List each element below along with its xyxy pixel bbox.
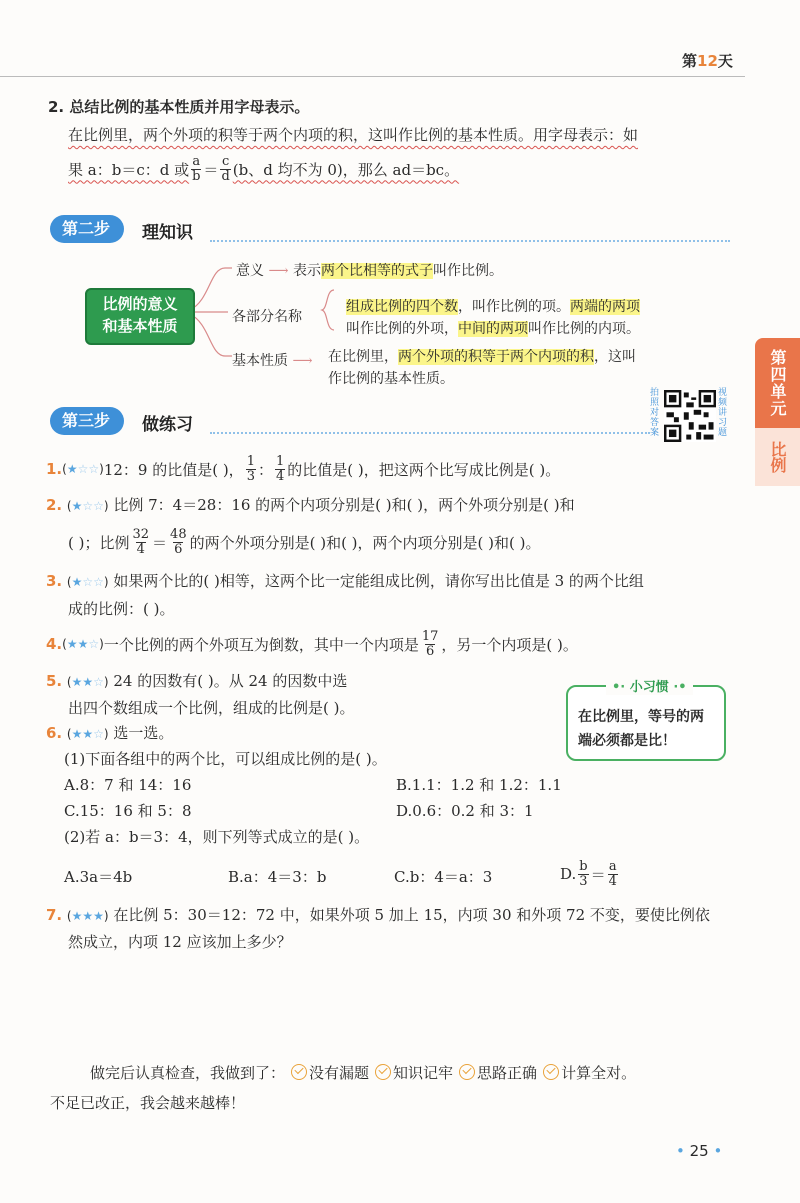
brace-icon — [318, 288, 340, 332]
mindmap-branch-parts-label: 各部分名称 — [232, 309, 302, 325]
header-rule — [0, 76, 745, 77]
qr-code-icon — [664, 390, 716, 442]
question-2-line2: ( )；比例 $\frac{32}{4}$ ＝ $\frac{48}{6}$ 的两个外项分别是( )和( )，两个内项分别是( )和( )。 — [68, 526, 541, 557]
mindmap-branch-property-label: 基本性质 ⟶ — [232, 353, 313, 369]
question-3-line2: 成的比例：( )。 — [68, 600, 175, 618]
arrow-right-icon: ⟶ — [268, 263, 289, 279]
side-tab-unit: 第四单元 — [755, 338, 800, 428]
step2-divider — [210, 240, 730, 242]
difficulty-stars: (★★☆) — [62, 637, 104, 651]
question-7: 7. (★★★) 在比例 5：30＝12：72 中，如果外项 5 加上 15，内项 30 和外项 72 不变，要使比例依 — [46, 906, 710, 924]
q6-2-option-d: D. $\frac{b}{3}$ ＝ $\frac{a}{4}$ — [560, 858, 617, 889]
side-tab-topic: 比例 — [755, 428, 800, 486]
mindmap-branch-meaning: 意义 ⟶ 表示两个比相等的式子叫作比例。 — [236, 263, 503, 279]
check-circle-icon[interactable] — [375, 1064, 391, 1080]
step3-divider — [210, 432, 650, 434]
check-circle-icon[interactable] — [291, 1064, 307, 1080]
qr-block[interactable]: 拍照对答案 视频讲习题 — [650, 388, 730, 448]
mindmap-branch-parts: 组成比例的四个数，叫作比例的项。两端的两项 叫作比例的外项，中间的两项叫作比例的内项。 — [346, 299, 640, 337]
question-2: 2. (★☆☆) 比例 7：4＝28：16 的两个内项分别是( )和( )，两个外项分别是( )和 — [46, 496, 575, 514]
q6-2-option-a: A.3a＝4b — [64, 868, 133, 886]
habit-box: •· 小习惯 ·• 在比例里，等号的两 端必须都是比！ — [566, 685, 726, 761]
habit-title: •· 小习惯 ·• — [606, 676, 693, 695]
step2-title: 理知识 — [142, 223, 193, 243]
step3-title: 做练习 — [142, 415, 193, 435]
arrow-right-icon: ⟶ — [292, 353, 313, 369]
q6-2-option-c: C.b：4＝a：3 — [394, 868, 493, 886]
question-7-line2: 然成立，内项 12 应该加上多少？ — [68, 933, 292, 951]
difficulty-stars: (★★☆) — [66, 727, 109, 741]
fraction-a-over-b: $\frac{a}{b}$ — [192, 153, 201, 184]
question-3: 3. (★☆☆) 如果两个比的( )相等，这两个比一定能组成比例，请你写出比值是 3 的两个比组 — [46, 572, 644, 590]
question-1: 1. (★☆☆) 12：9 的比值是( )， $\frac{1}{3}$ ： $\frac{1}{4}$ 的比值是( )，把这两个比写成比例是( )。 — [46, 453, 561, 484]
difficulty-stars: (★★☆) — [66, 675, 109, 689]
question-5-line2: 出四个数组成一个比例，组成的比例是( )。 — [68, 699, 355, 717]
self-check-line2: 不足已改正，我会越来越棒！ — [50, 1094, 246, 1112]
question-6: 6. (★★☆) 选一选。 — [46, 724, 174, 742]
mindmap-branch-property: 在比例里，两个外项的积等于两个内项的积，这叫 作比例的基本性质。 — [328, 349, 636, 387]
question-6-part2: (2)若 a：b＝3：4，则下列等式成立的是( )。 — [64, 828, 370, 846]
difficulty-stars: (★☆☆) — [66, 575, 109, 589]
difficulty-stars: (★★★) — [66, 909, 109, 923]
check-circle-icon[interactable] — [543, 1064, 559, 1080]
fraction-c-over-d: $\frac{c}{d}$ — [221, 153, 230, 184]
summary-title: 2. 总结比例的基本性质并用字母表示。 — [48, 98, 310, 116]
mindmap-center: 比例的意义 和基本性质 — [85, 288, 195, 345]
step2-badge: 第二步 — [50, 215, 124, 243]
difficulty-stars: (★☆☆) — [62, 462, 104, 476]
q6-2-option-b: B.a：4＝3：b — [228, 868, 327, 886]
q6-option-c: C.15：16 和 5：8 — [64, 802, 192, 820]
question-4: 4. (★★☆) 一个比例的两个外项互为倒数，其中一个内项是 $\frac{17}{6}$ ，另一个内项是( )。 — [46, 628, 578, 659]
q6-option-b: B.1.1：1.2 和 1.2：1.1 — [396, 776, 562, 794]
check-circle-icon[interactable] — [459, 1064, 475, 1080]
difficulty-stars: (★☆☆) — [66, 499, 109, 513]
question-5: 5. (★★☆) 24 的因数有( )。从 24 的因数中选 — [46, 672, 348, 690]
q6-option-d: D.0.6：0.2 和 3：1 — [396, 802, 534, 820]
summary-line1: 在比例里，两个外项的积等于两个内项的积，这叫作比例的基本性质。用字母表示：如 — [68, 126, 639, 144]
self-check: 做完后认真检查，我做到了： 没有漏题 知识记牢 思路正确 计算全对。 — [90, 1064, 637, 1082]
question-6-part1: (1)下面各组中的两个比，可以组成比例的是( )。 — [64, 750, 387, 768]
step3-badge: 第三步 — [50, 407, 124, 435]
summary-line2: 果 a：b＝c：d 或 $\frac{a}{b}$ ＝ $\frac{c}{d}$ (b、d 均不为 0)，那么 ad＝bc。 — [68, 153, 460, 184]
q6-option-a: A.8：7 和 14：16 — [64, 776, 192, 794]
page-number: • 25 • — [676, 1142, 723, 1160]
day-header: 第12天 — [682, 52, 733, 70]
